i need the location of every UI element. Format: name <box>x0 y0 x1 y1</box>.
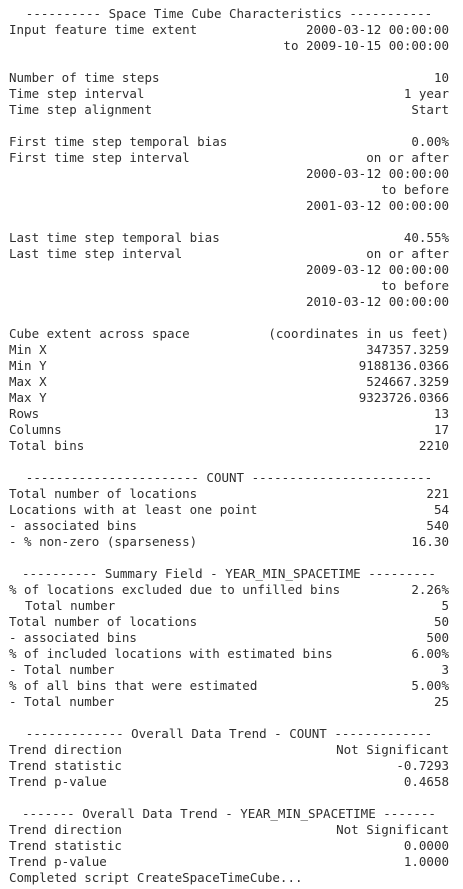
field-value: 16.30 <box>411 534 449 549</box>
field-row <box>9 230 449 246</box>
section-header <box>9 470 449 486</box>
field-row <box>9 390 449 406</box>
field-label: Min Y <box>9 358 47 373</box>
field-value: 6.00% <box>411 646 449 661</box>
blank-line <box>9 214 449 230</box>
field-row <box>9 246 449 262</box>
field-label: Trend p-value <box>9 854 107 869</box>
field-label: Input feature time extent <box>9 22 198 37</box>
field-value: to 2009-10-15 00:00:00 <box>283 38 449 53</box>
field-value: 5 <box>441 598 449 613</box>
field-label: First time step interval <box>9 150 190 165</box>
field-value: 13 <box>433 406 449 421</box>
field-label: Max Y <box>9 390 47 405</box>
section-header-text: ---------- Space Time Cube Characteristics ----------- <box>25 6 433 21</box>
field-value: on or after <box>366 246 449 261</box>
field-value: 17 <box>433 422 449 437</box>
field-row <box>9 518 449 534</box>
field-row <box>9 854 449 870</box>
field-label: - % non-zero (sparseness) <box>9 534 198 549</box>
field-value: Start <box>411 102 449 117</box>
blank-line <box>9 310 449 326</box>
field-value: 2000-03-12 00:00:00 <box>306 22 449 37</box>
blank-line <box>9 790 449 806</box>
section-header <box>9 726 449 742</box>
field-label: First time step temporal bias <box>9 134 228 149</box>
section-header <box>9 566 449 582</box>
field-row <box>9 582 449 598</box>
field-value: 9323726.0366 <box>358 390 449 405</box>
field-value: 25 <box>433 694 449 709</box>
field-label: Total number of locations <box>9 486 198 501</box>
field-label: Time step interval <box>9 86 145 101</box>
section-header-text: ----------------------- COUNT ------------------------ <box>25 470 433 485</box>
field-row <box>9 534 449 550</box>
field-value: -0.7293 <box>396 758 449 773</box>
field-label: Max X <box>9 374 47 389</box>
field-label: Cube extent across space <box>9 326 190 341</box>
field-row <box>9 326 449 342</box>
section-header-text: ---------- Summary Field - YEAR_MIN_SPACETIME --------- <box>22 566 436 581</box>
field-row <box>9 406 449 422</box>
field-value: 1 year <box>403 86 449 101</box>
field-label: - Total number <box>9 694 115 709</box>
continuation-line <box>9 198 449 214</box>
field-label: Time step alignment <box>9 102 152 117</box>
section-header <box>9 806 449 822</box>
field-value: 3 <box>441 662 449 677</box>
field-value: to before <box>381 278 449 293</box>
field-row <box>9 630 449 646</box>
continuation-line <box>9 294 449 310</box>
field-label: Trend direction <box>9 822 122 837</box>
field-row <box>9 614 449 630</box>
blank-line <box>9 54 449 70</box>
field-row <box>9 838 449 854</box>
field-value: Not Significant <box>336 742 449 757</box>
field-value: (coordinates in us feet) <box>268 326 449 341</box>
blank-line <box>9 550 449 566</box>
field-row <box>9 134 449 150</box>
field-value: 2210 <box>418 438 449 453</box>
field-value: 5.00% <box>411 678 449 693</box>
field-row <box>9 678 449 694</box>
section-header <box>9 6 449 22</box>
field-row <box>9 422 449 438</box>
field-value: 50 <box>433 614 449 629</box>
field-label: Trend p-value <box>9 774 107 789</box>
field-label: Locations with at least one point <box>9 502 258 517</box>
field-value: 54 <box>433 502 449 517</box>
field-row <box>9 758 449 774</box>
field-row <box>9 662 449 678</box>
field-label: Total number <box>25 598 116 613</box>
continuation-line <box>9 262 449 278</box>
field-row <box>9 774 449 790</box>
field-label: Trend direction <box>9 742 122 757</box>
field-row <box>9 150 449 166</box>
field-row <box>9 102 449 118</box>
field-row <box>9 438 449 454</box>
field-row <box>9 822 449 838</box>
field-row <box>9 646 449 662</box>
field-row <box>9 86 449 102</box>
blank-line <box>9 710 449 726</box>
status-line <box>9 870 449 886</box>
field-label: Last time step interval <box>9 246 183 261</box>
field-label: Total number of locations <box>9 614 198 629</box>
field-value: 1.0000 <box>403 854 449 869</box>
continuation-line <box>9 166 449 182</box>
field-row <box>9 342 449 358</box>
field-label: - Total number <box>9 662 115 677</box>
field-value: 2.26% <box>411 582 449 597</box>
field-row <box>9 742 449 758</box>
field-row <box>9 70 449 86</box>
field-label: Trend statistic <box>9 758 122 773</box>
field-row <box>9 502 449 518</box>
field-label: Total bins <box>9 438 85 453</box>
field-label: Trend statistic <box>9 838 122 853</box>
field-value: 540 <box>426 518 449 533</box>
field-label: - associated bins <box>9 630 137 645</box>
field-label: % of all bins that were estimated <box>9 678 258 693</box>
field-label: Last time step temporal bias <box>9 230 220 245</box>
continuation-line <box>9 38 449 54</box>
field-value: 2009-03-12 00:00:00 <box>306 262 449 277</box>
blank-line <box>9 118 449 134</box>
field-value: 10 <box>433 70 449 85</box>
field-row <box>9 598 449 614</box>
field-row <box>9 486 449 502</box>
field-value: on or after <box>366 150 449 165</box>
field-label: % of included locations with estimated bins <box>9 646 333 661</box>
field-label: % of locations excluded due to unfilled bins <box>9 582 341 597</box>
field-value: 0.0000 <box>403 838 449 853</box>
field-value: 2000-03-12 00:00:00 <box>306 166 449 181</box>
field-value: 221 <box>426 486 449 501</box>
section-header-text: ------------- Overall Data Trend - COUNT ------------- <box>25 726 433 741</box>
field-label: Number of time steps <box>9 70 160 85</box>
field-label: - associated bins <box>9 518 137 533</box>
field-value: 0.00% <box>411 134 449 149</box>
continuation-line <box>9 278 449 294</box>
field-value: 500 <box>426 630 449 645</box>
field-value: to before <box>381 182 449 197</box>
field-row <box>9 358 449 374</box>
field-row <box>9 22 449 38</box>
field-value: 2001-03-12 00:00:00 <box>306 198 449 213</box>
field-value: Not Significant <box>336 822 449 837</box>
field-label: Columns <box>9 422 62 437</box>
field-value: 9188136.0366 <box>358 358 449 373</box>
field-label: Min X <box>9 342 47 357</box>
continuation-line <box>9 182 449 198</box>
section-header-text: ------- Overall Data Trend - YEAR_MIN_SPACETIME ------- <box>22 806 436 821</box>
field-value: 347357.3259 <box>366 342 449 357</box>
field-row <box>9 694 449 710</box>
field-value: 2010-03-12 00:00:00 <box>306 294 449 309</box>
blank-line <box>9 454 449 470</box>
status-text: Completed script CreateSpaceTimeCube... <box>9 870 303 885</box>
field-value: 40.55% <box>403 230 449 245</box>
field-row <box>9 374 449 390</box>
field-label: Rows <box>9 406 40 421</box>
field-value: 0.4658 <box>403 774 449 789</box>
field-value: 524667.3259 <box>366 374 449 389</box>
